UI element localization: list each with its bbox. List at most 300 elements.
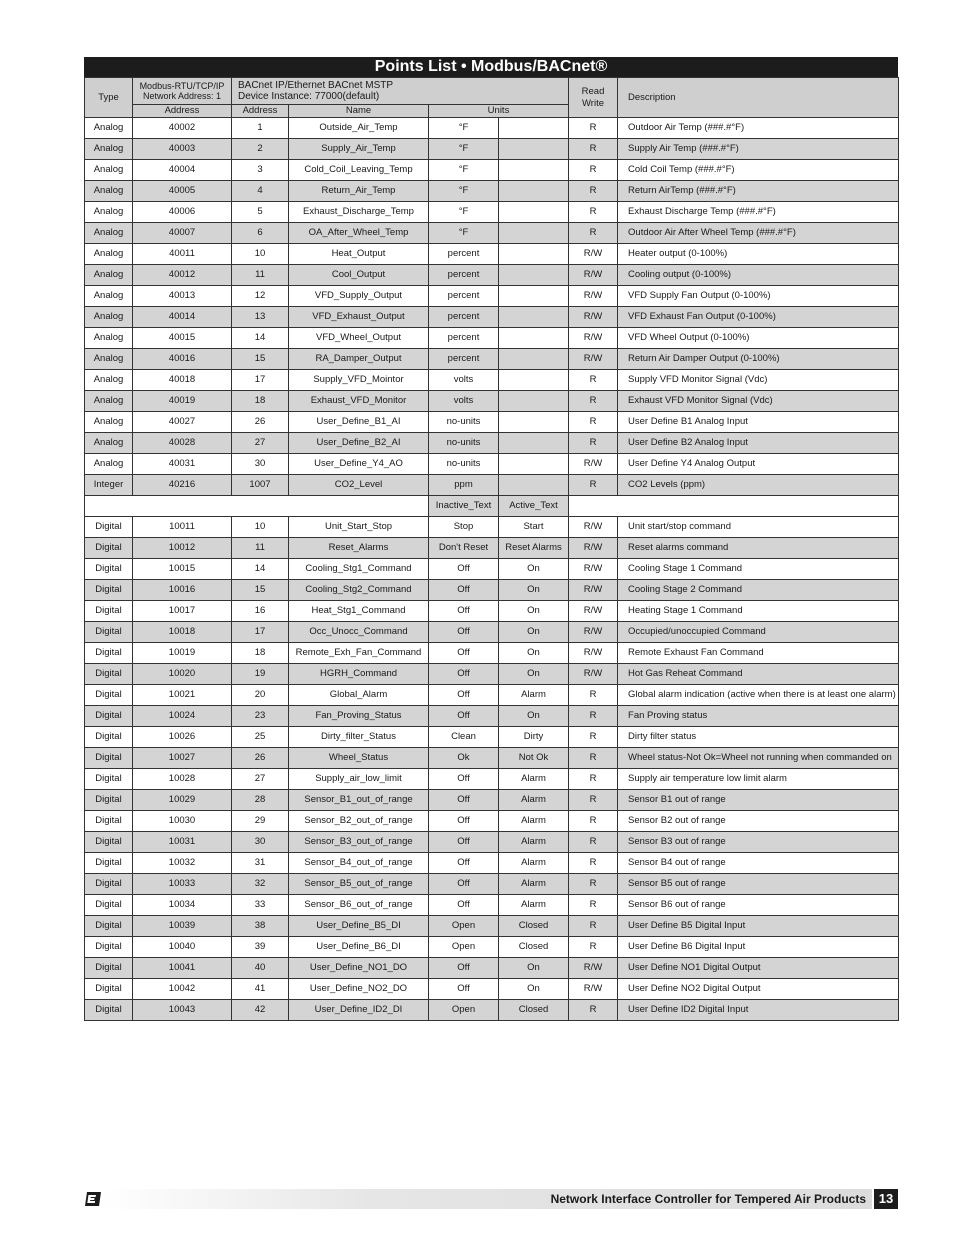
- inactive-text: Off: [429, 790, 499, 811]
- modbus-address: 10021: [133, 685, 232, 706]
- points-list-sheet: [84, 57, 898, 1021]
- point-type: Digital: [85, 580, 133, 601]
- table-row: [85, 160, 899, 181]
- point-type: Analog: [85, 223, 133, 244]
- point-type: Digital: [85, 979, 133, 1000]
- bacnet-address: 41: [232, 979, 289, 1000]
- header-read-write-line1: Read: [581, 85, 605, 97]
- point-name: Sensor_B1_out_of_range: [289, 790, 429, 811]
- point-name: Sensor_B5_out_of_range: [289, 874, 429, 895]
- units-extra: [499, 181, 569, 202]
- point-units: percent: [429, 265, 499, 286]
- modbus-address: 10032: [133, 853, 232, 874]
- point-type: Analog: [85, 454, 133, 475]
- table-row: [85, 391, 899, 412]
- bacnet-address: 16: [232, 601, 289, 622]
- point-description: CO2 Levels (ppm): [618, 475, 899, 496]
- active-text: On: [499, 601, 569, 622]
- active-text: Alarm: [499, 790, 569, 811]
- bacnet-address: 20: [232, 685, 289, 706]
- active-text: Alarm: [499, 874, 569, 895]
- point-description: User Define B1 Analog Input: [618, 412, 899, 433]
- point-name: User_Define_NO2_DO: [289, 979, 429, 1000]
- table-row: [85, 118, 899, 139]
- read-write: R/W: [569, 538, 618, 559]
- units-extra: [499, 433, 569, 454]
- point-units: volts: [429, 391, 499, 412]
- read-write: R: [569, 202, 618, 223]
- active-text: On: [499, 622, 569, 643]
- table-row: [85, 307, 899, 328]
- table-row: [85, 580, 899, 601]
- point-description: VFD Wheel Output (0-100%): [618, 328, 899, 349]
- units-extra: [499, 139, 569, 160]
- bacnet-address: 17: [232, 622, 289, 643]
- bacnet-address: 19: [232, 664, 289, 685]
- modbus-address: 40012: [133, 265, 232, 286]
- point-name: VFD_Exhaust_Output: [289, 307, 429, 328]
- point-name: Reset_Alarms: [289, 538, 429, 559]
- page-title: Points List • Modbus/BACnet®: [84, 57, 898, 77]
- modbus-address: 10042: [133, 979, 232, 1000]
- table-row: [85, 433, 899, 454]
- header-bacnet-address: Address: [232, 105, 289, 118]
- modbus-address: 40216: [133, 475, 232, 496]
- point-description: VFD Supply Fan Output (0-100%): [618, 286, 899, 307]
- read-write: R: [569, 811, 618, 832]
- active-text: On: [499, 979, 569, 1000]
- modbus-address: 10016: [133, 580, 232, 601]
- point-description: Supply air temperature low limit alarm: [618, 769, 899, 790]
- table-row: [85, 811, 899, 832]
- read-write: R/W: [569, 454, 618, 475]
- inactive-text: Off: [429, 559, 499, 580]
- header-type: Type: [85, 78, 133, 118]
- bacnet-address: 39: [232, 937, 289, 958]
- point-type: Analog: [85, 181, 133, 202]
- bacnet-address: 28: [232, 790, 289, 811]
- point-type: Analog: [85, 391, 133, 412]
- bacnet-address: 18: [232, 643, 289, 664]
- points-table: [84, 77, 899, 1021]
- table-row: [85, 832, 899, 853]
- bacnet-address: 13: [232, 307, 289, 328]
- point-type: Digital: [85, 643, 133, 664]
- point-type: Digital: [85, 853, 133, 874]
- bacnet-address: 11: [232, 265, 289, 286]
- point-name: User_Define_Y4_AO: [289, 454, 429, 475]
- modbus-address: 10043: [133, 1000, 232, 1021]
- point-description: Reset alarms command: [618, 538, 899, 559]
- point-description: Sensor B5 out of range: [618, 874, 899, 895]
- read-write: R/W: [569, 622, 618, 643]
- read-write: R: [569, 916, 618, 937]
- units-extra: [499, 391, 569, 412]
- point-description: Supply VFD Monitor Signal (Vdc): [618, 370, 899, 391]
- modbus-address: 10020: [133, 664, 232, 685]
- point-description: Sensor B6 out of range: [618, 895, 899, 916]
- table-row: [85, 370, 899, 391]
- point-name: VFD_Supply_Output: [289, 286, 429, 307]
- point-type: Digital: [85, 559, 133, 580]
- bacnet-address: 12: [232, 286, 289, 307]
- point-name: Supply_VFD_Mointor: [289, 370, 429, 391]
- point-units: °F: [429, 202, 499, 223]
- company-logo-icon: [84, 1191, 102, 1207]
- point-type: Analog: [85, 139, 133, 160]
- table-row: [85, 412, 899, 433]
- table-row: [85, 958, 899, 979]
- bacnet-address: 27: [232, 433, 289, 454]
- point-units: ppm: [429, 475, 499, 496]
- inactive-text: Off: [429, 643, 499, 664]
- footer-title: Network Interface Controller for Tempered Air Products: [550, 1192, 866, 1206]
- point-units: no-units: [429, 433, 499, 454]
- read-write: R/W: [569, 979, 618, 1000]
- bacnet-address: 29: [232, 811, 289, 832]
- bacnet-address: 10: [232, 244, 289, 265]
- point-name: Sensor_B3_out_of_range: [289, 832, 429, 853]
- active-text: Dirty: [499, 727, 569, 748]
- point-description: User Define B2 Analog Input: [618, 433, 899, 454]
- inactive-text: Off: [429, 622, 499, 643]
- header-bacnet: [232, 78, 569, 105]
- modbus-address: 40006: [133, 202, 232, 223]
- bacnet-address: 3: [232, 160, 289, 181]
- point-description: User Define ID2 Digital Input: [618, 1000, 899, 1021]
- read-write: R: [569, 118, 618, 139]
- modbus-address: 10017: [133, 601, 232, 622]
- bacnet-address: 14: [232, 559, 289, 580]
- active-text: On: [499, 664, 569, 685]
- modbus-address: 10039: [133, 916, 232, 937]
- point-name: VFD_Wheel_Output: [289, 328, 429, 349]
- modbus-address: 10026: [133, 727, 232, 748]
- point-description: Wheel status-Not Ok=Wheel not running when commanded on: [618, 748, 899, 769]
- inactive-text: Open: [429, 1000, 499, 1021]
- bacnet-address: 27: [232, 769, 289, 790]
- bacnet-address: 31: [232, 853, 289, 874]
- active-text: Closed: [499, 937, 569, 958]
- point-description: Exhaust VFD Monitor Signal (Vdc): [618, 391, 899, 412]
- point-units: °F: [429, 160, 499, 181]
- table-header: [85, 78, 899, 118]
- modbus-address: 40007: [133, 223, 232, 244]
- point-units: °F: [429, 118, 499, 139]
- units-extra: [499, 202, 569, 223]
- point-description: Dirty filter status: [618, 727, 899, 748]
- table-row: [85, 874, 899, 895]
- inactive-text: Off: [429, 685, 499, 706]
- units-extra: [499, 307, 569, 328]
- read-write: R/W: [569, 244, 618, 265]
- point-type: Digital: [85, 685, 133, 706]
- header-bacnet-line2: Device Instance: 77000(default): [238, 91, 380, 102]
- read-write: R: [569, 412, 618, 433]
- active-text: Closed: [499, 916, 569, 937]
- inactive-text: Off: [429, 664, 499, 685]
- point-name: User_Define_B5_DI: [289, 916, 429, 937]
- point-description: Outdoor Air Temp (###.#°F): [618, 118, 899, 139]
- point-name: Cooling_Stg2_Command: [289, 580, 429, 601]
- table-row: [85, 223, 899, 244]
- header-bacnet-line1: BACnet IP/Ethernet BACnet MSTP: [238, 80, 394, 91]
- modbus-address: 10027: [133, 748, 232, 769]
- inactive-text: Open: [429, 916, 499, 937]
- point-type: Analog: [85, 244, 133, 265]
- active-text: Alarm: [499, 811, 569, 832]
- digital-subheader: [85, 496, 899, 517]
- read-write: R: [569, 160, 618, 181]
- point-type: Digital: [85, 916, 133, 937]
- inactive-text: Off: [429, 601, 499, 622]
- point-description: Cooling output (0-100%): [618, 265, 899, 286]
- inactive-text: Off: [429, 979, 499, 1000]
- bacnet-address: 33: [232, 895, 289, 916]
- inactive-text: Don't Reset: [429, 538, 499, 559]
- point-type: Digital: [85, 769, 133, 790]
- table-row: [85, 916, 899, 937]
- point-type: Integer: [85, 475, 133, 496]
- table-row: [85, 538, 899, 559]
- point-name: Exhaust_VFD_Monitor: [289, 391, 429, 412]
- modbus-address: 40003: [133, 139, 232, 160]
- inactive-text: Off: [429, 958, 499, 979]
- modbus-address: 10029: [133, 790, 232, 811]
- point-description: Cooling Stage 2 Command: [618, 580, 899, 601]
- bacnet-address: 1007: [232, 475, 289, 496]
- inactive-text: Clean: [429, 727, 499, 748]
- modbus-address: 40018: [133, 370, 232, 391]
- read-write: R/W: [569, 664, 618, 685]
- point-units: percent: [429, 286, 499, 307]
- point-description: VFD Exhaust Fan Output (0-100%): [618, 307, 899, 328]
- table-row: [85, 244, 899, 265]
- bacnet-address: 5: [232, 202, 289, 223]
- point-name: Cool_Output: [289, 265, 429, 286]
- header-units: Units: [429, 105, 569, 118]
- point-name: Heat_Output: [289, 244, 429, 265]
- point-type: Digital: [85, 958, 133, 979]
- point-description: User Define NO1 Digital Output: [618, 958, 899, 979]
- bacnet-address: 2: [232, 139, 289, 160]
- read-write: R/W: [569, 601, 618, 622]
- inactive-text: Off: [429, 580, 499, 601]
- header-modbus-address: Address: [133, 105, 232, 118]
- header-modbus: [133, 78, 232, 105]
- point-description: Outdoor Air After Wheel Temp (###.#°F): [618, 223, 899, 244]
- point-type: Analog: [85, 286, 133, 307]
- point-type: Digital: [85, 748, 133, 769]
- table-row: [85, 601, 899, 622]
- point-description: Cold Coil Temp (###.#°F): [618, 160, 899, 181]
- point-type: Digital: [85, 832, 133, 853]
- bacnet-address: 14: [232, 328, 289, 349]
- point-type: Analog: [85, 412, 133, 433]
- read-write: R/W: [569, 307, 618, 328]
- point-type: Digital: [85, 790, 133, 811]
- point-type: Analog: [85, 118, 133, 139]
- read-write: R: [569, 223, 618, 244]
- modbus-address: 10041: [133, 958, 232, 979]
- point-description: Return Air Damper Output (0-100%): [618, 349, 899, 370]
- point-type: Digital: [85, 601, 133, 622]
- point-type: Digital: [85, 811, 133, 832]
- bacnet-address: 25: [232, 727, 289, 748]
- page-number: 13: [874, 1189, 898, 1209]
- inactive-text: Off: [429, 874, 499, 895]
- point-name: Supply_air_low_limit: [289, 769, 429, 790]
- point-type: Analog: [85, 160, 133, 181]
- modbus-address: 40027: [133, 412, 232, 433]
- modbus-address: 40015: [133, 328, 232, 349]
- point-name: User_Define_B2_AI: [289, 433, 429, 454]
- read-write: R: [569, 370, 618, 391]
- point-units: percent: [429, 349, 499, 370]
- table-row: [85, 139, 899, 160]
- modbus-address: 40019: [133, 391, 232, 412]
- point-name: HGRH_Command: [289, 664, 429, 685]
- point-name: Cooling_Stg1_Command: [289, 559, 429, 580]
- header-read-write-line2: Write: [582, 97, 605, 109]
- bacnet-address: 10: [232, 517, 289, 538]
- point-type: Analog: [85, 202, 133, 223]
- units-extra: [499, 286, 569, 307]
- bacnet-address: 38: [232, 916, 289, 937]
- read-write: R/W: [569, 580, 618, 601]
- point-description: Fan Proving status: [618, 706, 899, 727]
- analog-points: [85, 118, 899, 496]
- point-name: Sensor_B2_out_of_range: [289, 811, 429, 832]
- point-name: User_Define_B6_DI: [289, 937, 429, 958]
- point-description: Hot Gas Reheat Command: [618, 664, 899, 685]
- active-text: Alarm: [499, 832, 569, 853]
- point-description: User Define NO2 Digital Output: [618, 979, 899, 1000]
- point-description: Global alarm indication (active when there is at least one alarm): [618, 685, 899, 706]
- active-text: Not Ok: [499, 748, 569, 769]
- active-text: Reset Alarms: [499, 538, 569, 559]
- modbus-address: 10028: [133, 769, 232, 790]
- point-name: Return_Air_Temp: [289, 181, 429, 202]
- point-name: Dirty_filter_Status: [289, 727, 429, 748]
- point-units: °F: [429, 181, 499, 202]
- table-row: [85, 349, 899, 370]
- table-row: [85, 937, 899, 958]
- read-write: R: [569, 937, 618, 958]
- point-type: Analog: [85, 265, 133, 286]
- table-row: [85, 202, 899, 223]
- inactive-text: Off: [429, 706, 499, 727]
- active-text: On: [499, 643, 569, 664]
- units-extra: [499, 160, 569, 181]
- point-name: User_Define_NO1_DO: [289, 958, 429, 979]
- point-description: Cooling Stage 1 Command: [618, 559, 899, 580]
- modbus-address: 10033: [133, 874, 232, 895]
- read-write: R: [569, 685, 618, 706]
- modbus-address: 10030: [133, 811, 232, 832]
- point-name: Sensor_B6_out_of_range: [289, 895, 429, 916]
- point-type: Analog: [85, 328, 133, 349]
- read-write: R/W: [569, 286, 618, 307]
- active-text: Alarm: [499, 769, 569, 790]
- table-row: [85, 328, 899, 349]
- modbus-address: 40031: [133, 454, 232, 475]
- read-write: R/W: [569, 643, 618, 664]
- active-text: Alarm: [499, 685, 569, 706]
- units-extra: [499, 349, 569, 370]
- point-description: User Define Y4 Analog Output: [618, 454, 899, 475]
- point-name: CO2_Level: [289, 475, 429, 496]
- point-type: Digital: [85, 517, 133, 538]
- point-description: Sensor B4 out of range: [618, 853, 899, 874]
- table-row: [85, 706, 899, 727]
- point-name: Fan_Proving_Status: [289, 706, 429, 727]
- read-write: R: [569, 706, 618, 727]
- point-type: Analog: [85, 307, 133, 328]
- table-row: [85, 895, 899, 916]
- active-text: Alarm: [499, 853, 569, 874]
- active-text: On: [499, 559, 569, 580]
- table-row: [85, 265, 899, 286]
- inactive-text: Off: [429, 811, 499, 832]
- bacnet-address: 23: [232, 706, 289, 727]
- inactive-text-header: Inactive_Text: [429, 496, 499, 517]
- point-type: Analog: [85, 349, 133, 370]
- point-description: Sensor B3 out of range: [618, 832, 899, 853]
- bacnet-address: 42: [232, 1000, 289, 1021]
- point-units: °F: [429, 139, 499, 160]
- read-write: R/W: [569, 328, 618, 349]
- point-description: User Define B5 Digital Input: [618, 916, 899, 937]
- modbus-address: 40004: [133, 160, 232, 181]
- read-write: R: [569, 832, 618, 853]
- point-name: Exhaust_Discharge_Temp: [289, 202, 429, 223]
- modbus-address: 10019: [133, 643, 232, 664]
- bacnet-address: 18: [232, 391, 289, 412]
- active-text: On: [499, 580, 569, 601]
- modbus-address: 10018: [133, 622, 232, 643]
- units-extra: [499, 475, 569, 496]
- point-name: Supply_Air_Temp: [289, 139, 429, 160]
- modbus-address: 10024: [133, 706, 232, 727]
- units-extra: [499, 244, 569, 265]
- point-description: Heating Stage 1 Command: [618, 601, 899, 622]
- point-description: Sensor B1 out of range: [618, 790, 899, 811]
- table-row: [85, 475, 899, 496]
- bacnet-address: 40: [232, 958, 289, 979]
- point-type: Digital: [85, 895, 133, 916]
- active-text: On: [499, 958, 569, 979]
- table-row: [85, 664, 899, 685]
- read-write: R: [569, 727, 618, 748]
- point-type: Digital: [85, 727, 133, 748]
- bacnet-address: 6: [232, 223, 289, 244]
- bacnet-address: 15: [232, 580, 289, 601]
- point-type: Analog: [85, 370, 133, 391]
- modbus-address: 40011: [133, 244, 232, 265]
- point-type: Digital: [85, 664, 133, 685]
- modbus-address: 10011: [133, 517, 232, 538]
- point-name: Global_Alarm: [289, 685, 429, 706]
- point-units: no-units: [429, 454, 499, 475]
- modbus-address: 40013: [133, 286, 232, 307]
- point-description: Unit start/stop command: [618, 517, 899, 538]
- modbus-address: 10015: [133, 559, 232, 580]
- bacnet-address: 26: [232, 748, 289, 769]
- units-extra: [499, 265, 569, 286]
- read-write: R: [569, 748, 618, 769]
- read-write: R: [569, 874, 618, 895]
